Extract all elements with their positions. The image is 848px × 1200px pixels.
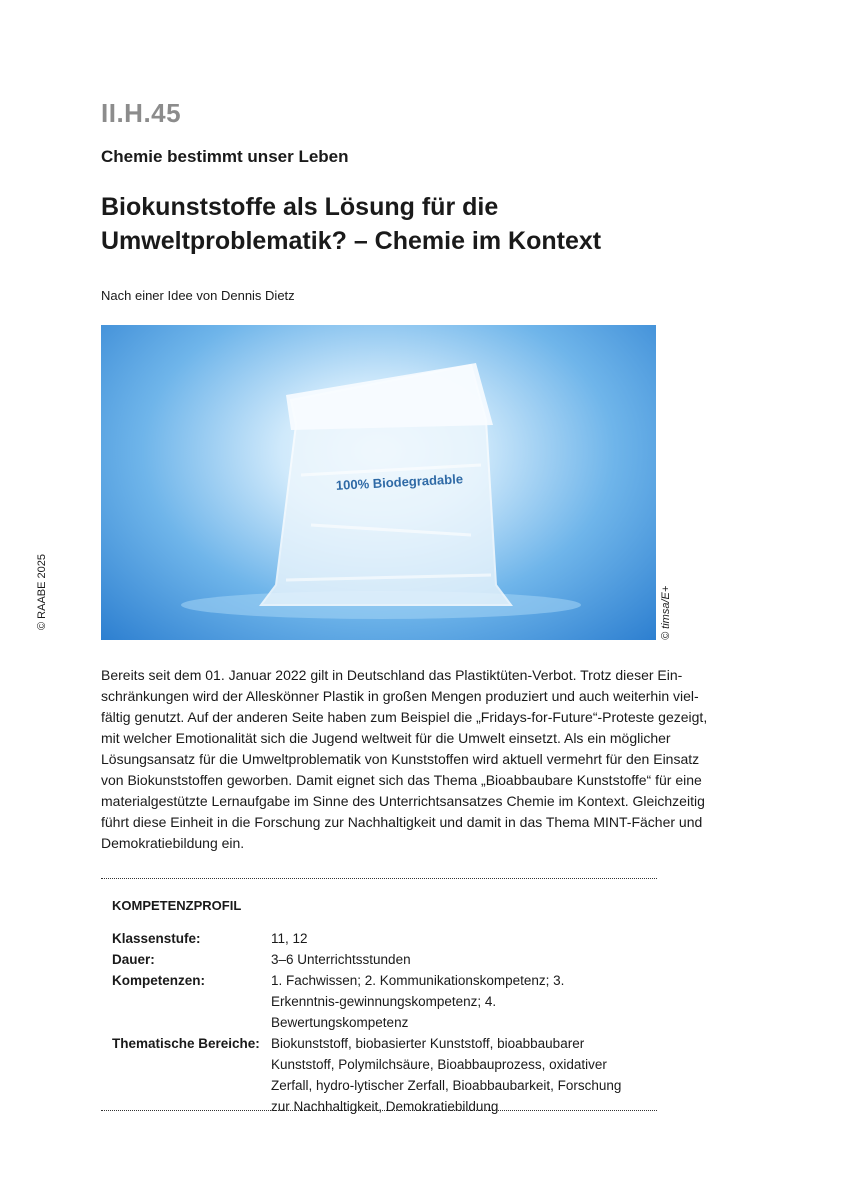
row-value: 1. Fachwissen; 2. Kommunikationskompetenz; 3. Erkenntnis-gewinnungskompetenz; 4. Bewertungskompetenz (271, 973, 565, 1030)
intro-line: schränkungen wird der Alleskönner Plastik in großen Mengen produziert und auch weiterhin viel- (101, 688, 699, 704)
intro-paragraph (101, 665, 708, 854)
row-value: 11, 12 (271, 931, 308, 946)
intro-line: führt diese Einheit in die Forschung zur Nachhaltigkeit und damit in das Thema MINT-Fächer und (101, 814, 703, 830)
cover-photo (101, 325, 656, 640)
title-line: Umweltproblematik? – Chemie im Kontext (101, 227, 602, 255)
divider (101, 878, 657, 879)
plastic-bag-illustration (101, 325, 656, 640)
intro-line: Demokratiebildung ein. (101, 835, 245, 851)
profile-row (112, 970, 651, 1033)
intro-line: Lösungsansatz für die Umweltproblematik von Kunststoffen wird aktuell vermehrt für den Einsatz (101, 751, 700, 767)
row-label: Klassenstufe: (112, 931, 201, 946)
kompetenzprofil-heading: KOMPETENZPROFIL (112, 898, 242, 913)
intro-line: Bereits seit dem 01. Januar 2022 gilt in Deutschland das Plastiktüten-Verbot. Trotz dieser Ein- (101, 667, 683, 683)
intro-line: fältig genutzt. Auf der anderen Seite haben zum Beispiel die „Fridays-for-Future“-Proteste gezeigt, (101, 709, 708, 725)
divider (101, 1110, 657, 1111)
bag-label: 100% Biodegradable (335, 471, 464, 493)
row-value: Biokunststoff, biobasierter Kunststoff, bioabbaubarer Kunststoff, Polymilchsäure, Bioabbauprozess, oxidativer Zerfall, hydro-lytischer Zerfall, Bioabbaubarkeit, Forschung zur Nachhaltigkeit, Demokratiebildung (271, 1036, 622, 1114)
series-title: Chemie bestimmt unser Leben (101, 147, 349, 166)
profile-row (112, 949, 651, 970)
intro-line: von Biokunststoffen geworben. Damit eignet sich das Thema „Bioabbaubare Kunststoffe“ für eine (101, 772, 702, 788)
copyright: © RAABE 2025 (36, 554, 48, 630)
profile-row (112, 928, 651, 949)
row-value: 3–6 Unterrichtsstunden (271, 952, 411, 967)
intro-line: mit welcher Emotionalität sich die Jugend weltweit für die Umwelt einsetzt. Als ein möglicher (101, 730, 671, 746)
row-label: Thematische Bereiche: (112, 1036, 260, 1051)
profile-row (112, 1033, 651, 1117)
title-line: Biokunststoffe als Lösung für die (101, 193, 499, 221)
photo-credit: © timsa/E+ (660, 585, 672, 640)
intro-line: materialgestützte Lernaufgabe im Sinne des Unterrichtsansatzes Chemie im Kontext. Gleichzeitig (101, 793, 705, 809)
unit-code: II.H.45 (101, 98, 182, 128)
page-title (101, 190, 601, 258)
author-note: Nach einer Idee von Dennis Dietz (101, 288, 295, 303)
row-label: Kompetenzen: (112, 973, 206, 988)
kompetenzprofil-table (112, 928, 651, 1117)
row-label: Dauer: (112, 952, 155, 967)
